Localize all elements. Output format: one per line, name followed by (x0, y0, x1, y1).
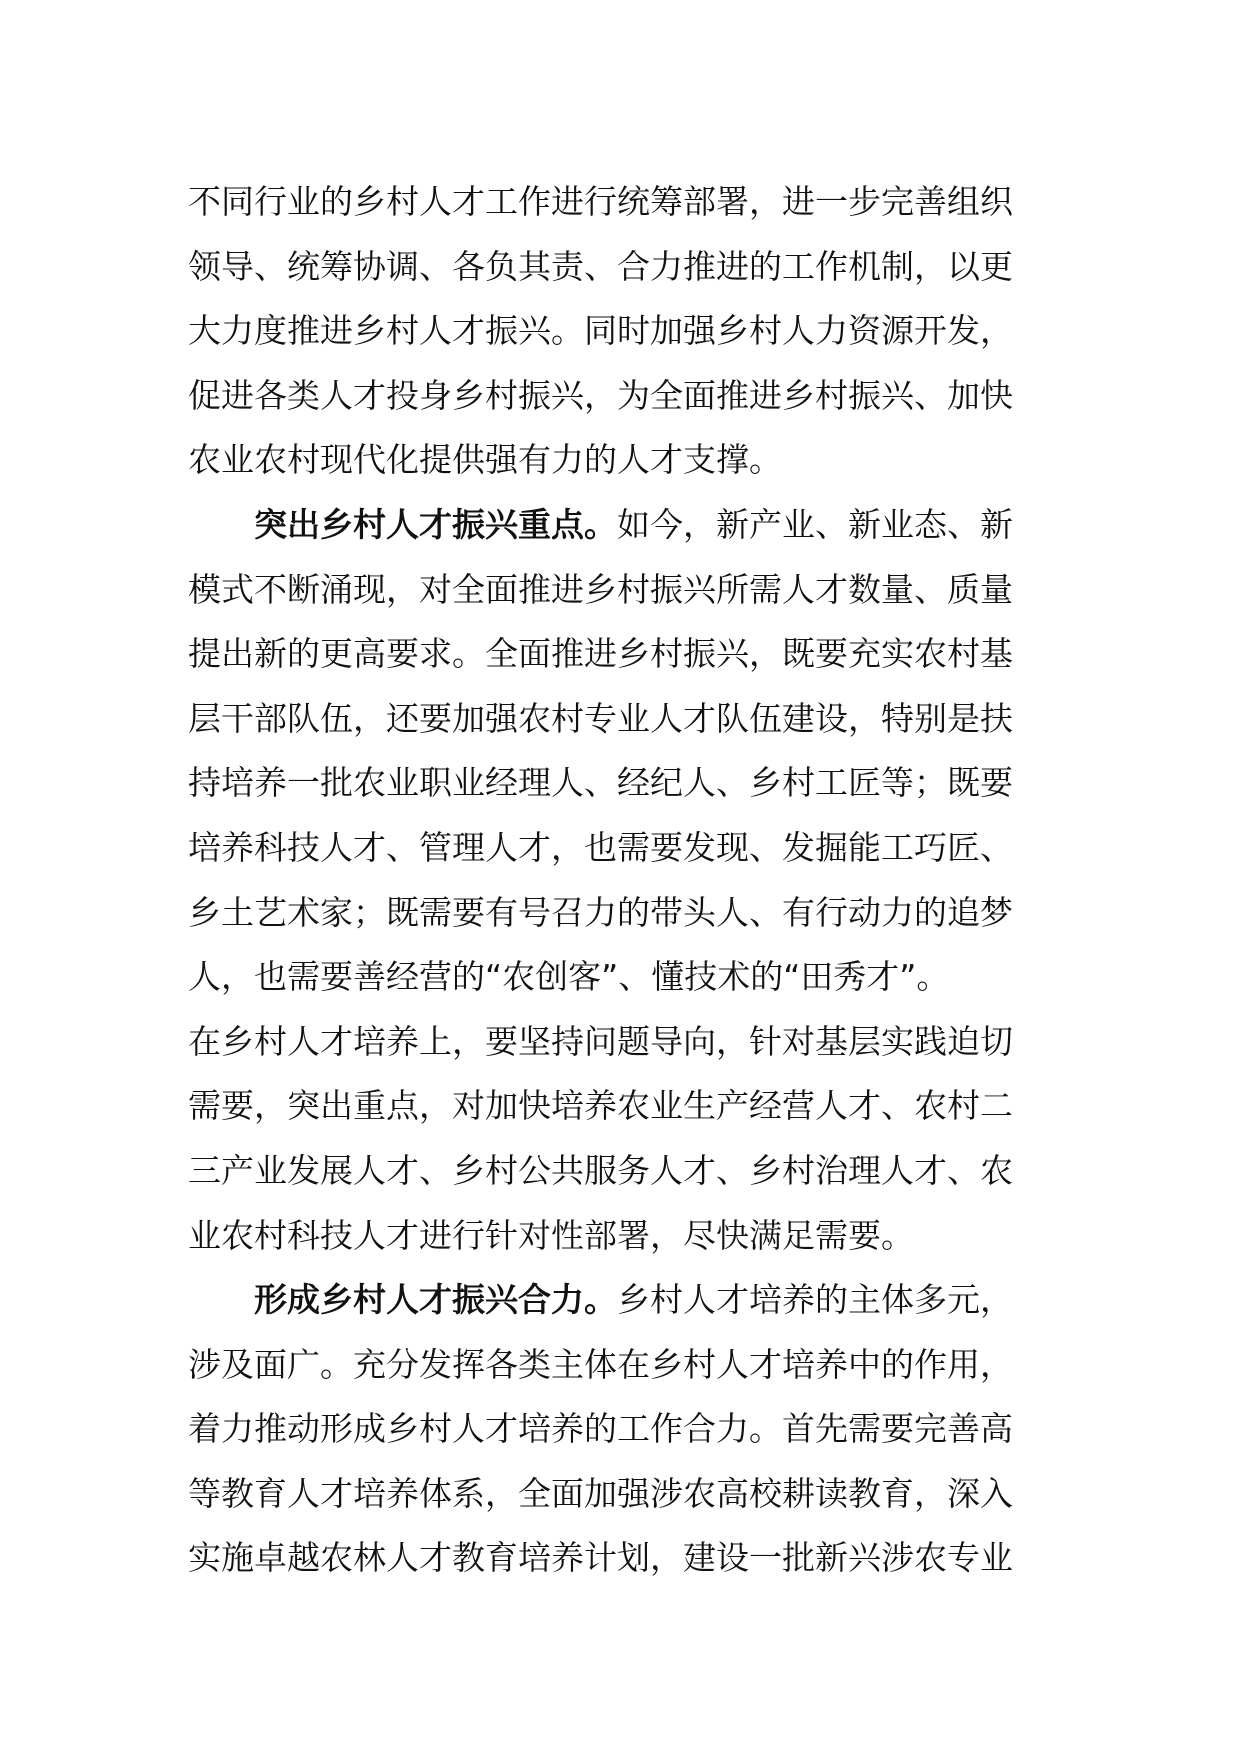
text-line: 培养科技人才、管理人才，也需要发现、发掘能工巧匠、 (188, 827, 1013, 867)
text-line: 等教育人才培养体系，全面加强涉农高校耕读教育，深入 (188, 1473, 1013, 1513)
document-body (188, 170, 1060, 1591)
text-line: 不同行业的乡村人才工作进行统筹部署，进一步完善组织 (188, 182, 1013, 221)
text-line: 实施卓越农林人才教育培养计划，建设一批新兴涉农专业 (188, 1538, 1013, 1578)
text-line: 层干部队伍，还要加强农村专业人才队伍建设，特别是扶 (188, 698, 1013, 738)
text-line: 领导、统筹协调、各负其责、合力推进的工作机制，以更 (188, 246, 1013, 286)
text-line: 涉及面广。充分发挥各类主体在乡村人才培养中的作用， (188, 1344, 1013, 1384)
paragraph-focus (188, 493, 1060, 1268)
text-line: 农业农村现代化提供强有力的人才支撑。 (188, 440, 782, 480)
text-line: 模式不断涌现，对全面推进乡村振兴所需人才数量、质量 (188, 569, 1013, 609)
text-line: 持培养一批农业职业经理人、经纪人、乡村工匠等；既要 (188, 763, 1013, 803)
paragraph-first-line (188, 1268, 1060, 1333)
text-line: 人，也需要善经营的“农创客”、懂技术的“田秀才”。 (188, 957, 950, 997)
text-line: 提出新的更高要求。全面推进乡村振兴，既要充实农村基 (188, 634, 1013, 674)
paragraph-continuation (188, 170, 1060, 493)
paragraph-heading: 形成乡村人才振兴合力。 (254, 1280, 617, 1320)
paragraph-heading: 突出乡村人才振兴重点。 (254, 504, 617, 544)
paragraph-synergy (188, 1268, 1060, 1591)
text-line: 促进各类人才投身乡村振兴，为全面推进乡村振兴、加快 (188, 375, 1013, 415)
text-line: 在乡村人才培养上，要坚持问题导向，针对基层实践迫切 (188, 1021, 1013, 1061)
text-line: 三产业发展人才、乡村公共服务人才、乡村治理人才、农 (188, 1150, 1013, 1190)
paragraph-first-line (188, 493, 1060, 558)
text-span: 如今，新产业、新业态、新 (617, 504, 1013, 544)
text-line: 乡土艺术家；既需要有号召力的带头人、有行动力的追梦 (188, 892, 1013, 932)
text-line: 大力度推进乡村人才振兴。同时加强乡村人力资源开发， (188, 311, 1013, 351)
text-span: 乡村人才培养的主体多元， (617, 1280, 1013, 1320)
text-line: 着力推动形成乡村人才培养的工作合力。首先需要完善高 (188, 1409, 1013, 1449)
text-line: 需要，突出重点，对加快培养农业生产经营人才、农村二 (188, 1086, 1013, 1126)
text-line: 业农村科技人才进行针对性部署，尽快满足需要。 (188, 1215, 914, 1255)
